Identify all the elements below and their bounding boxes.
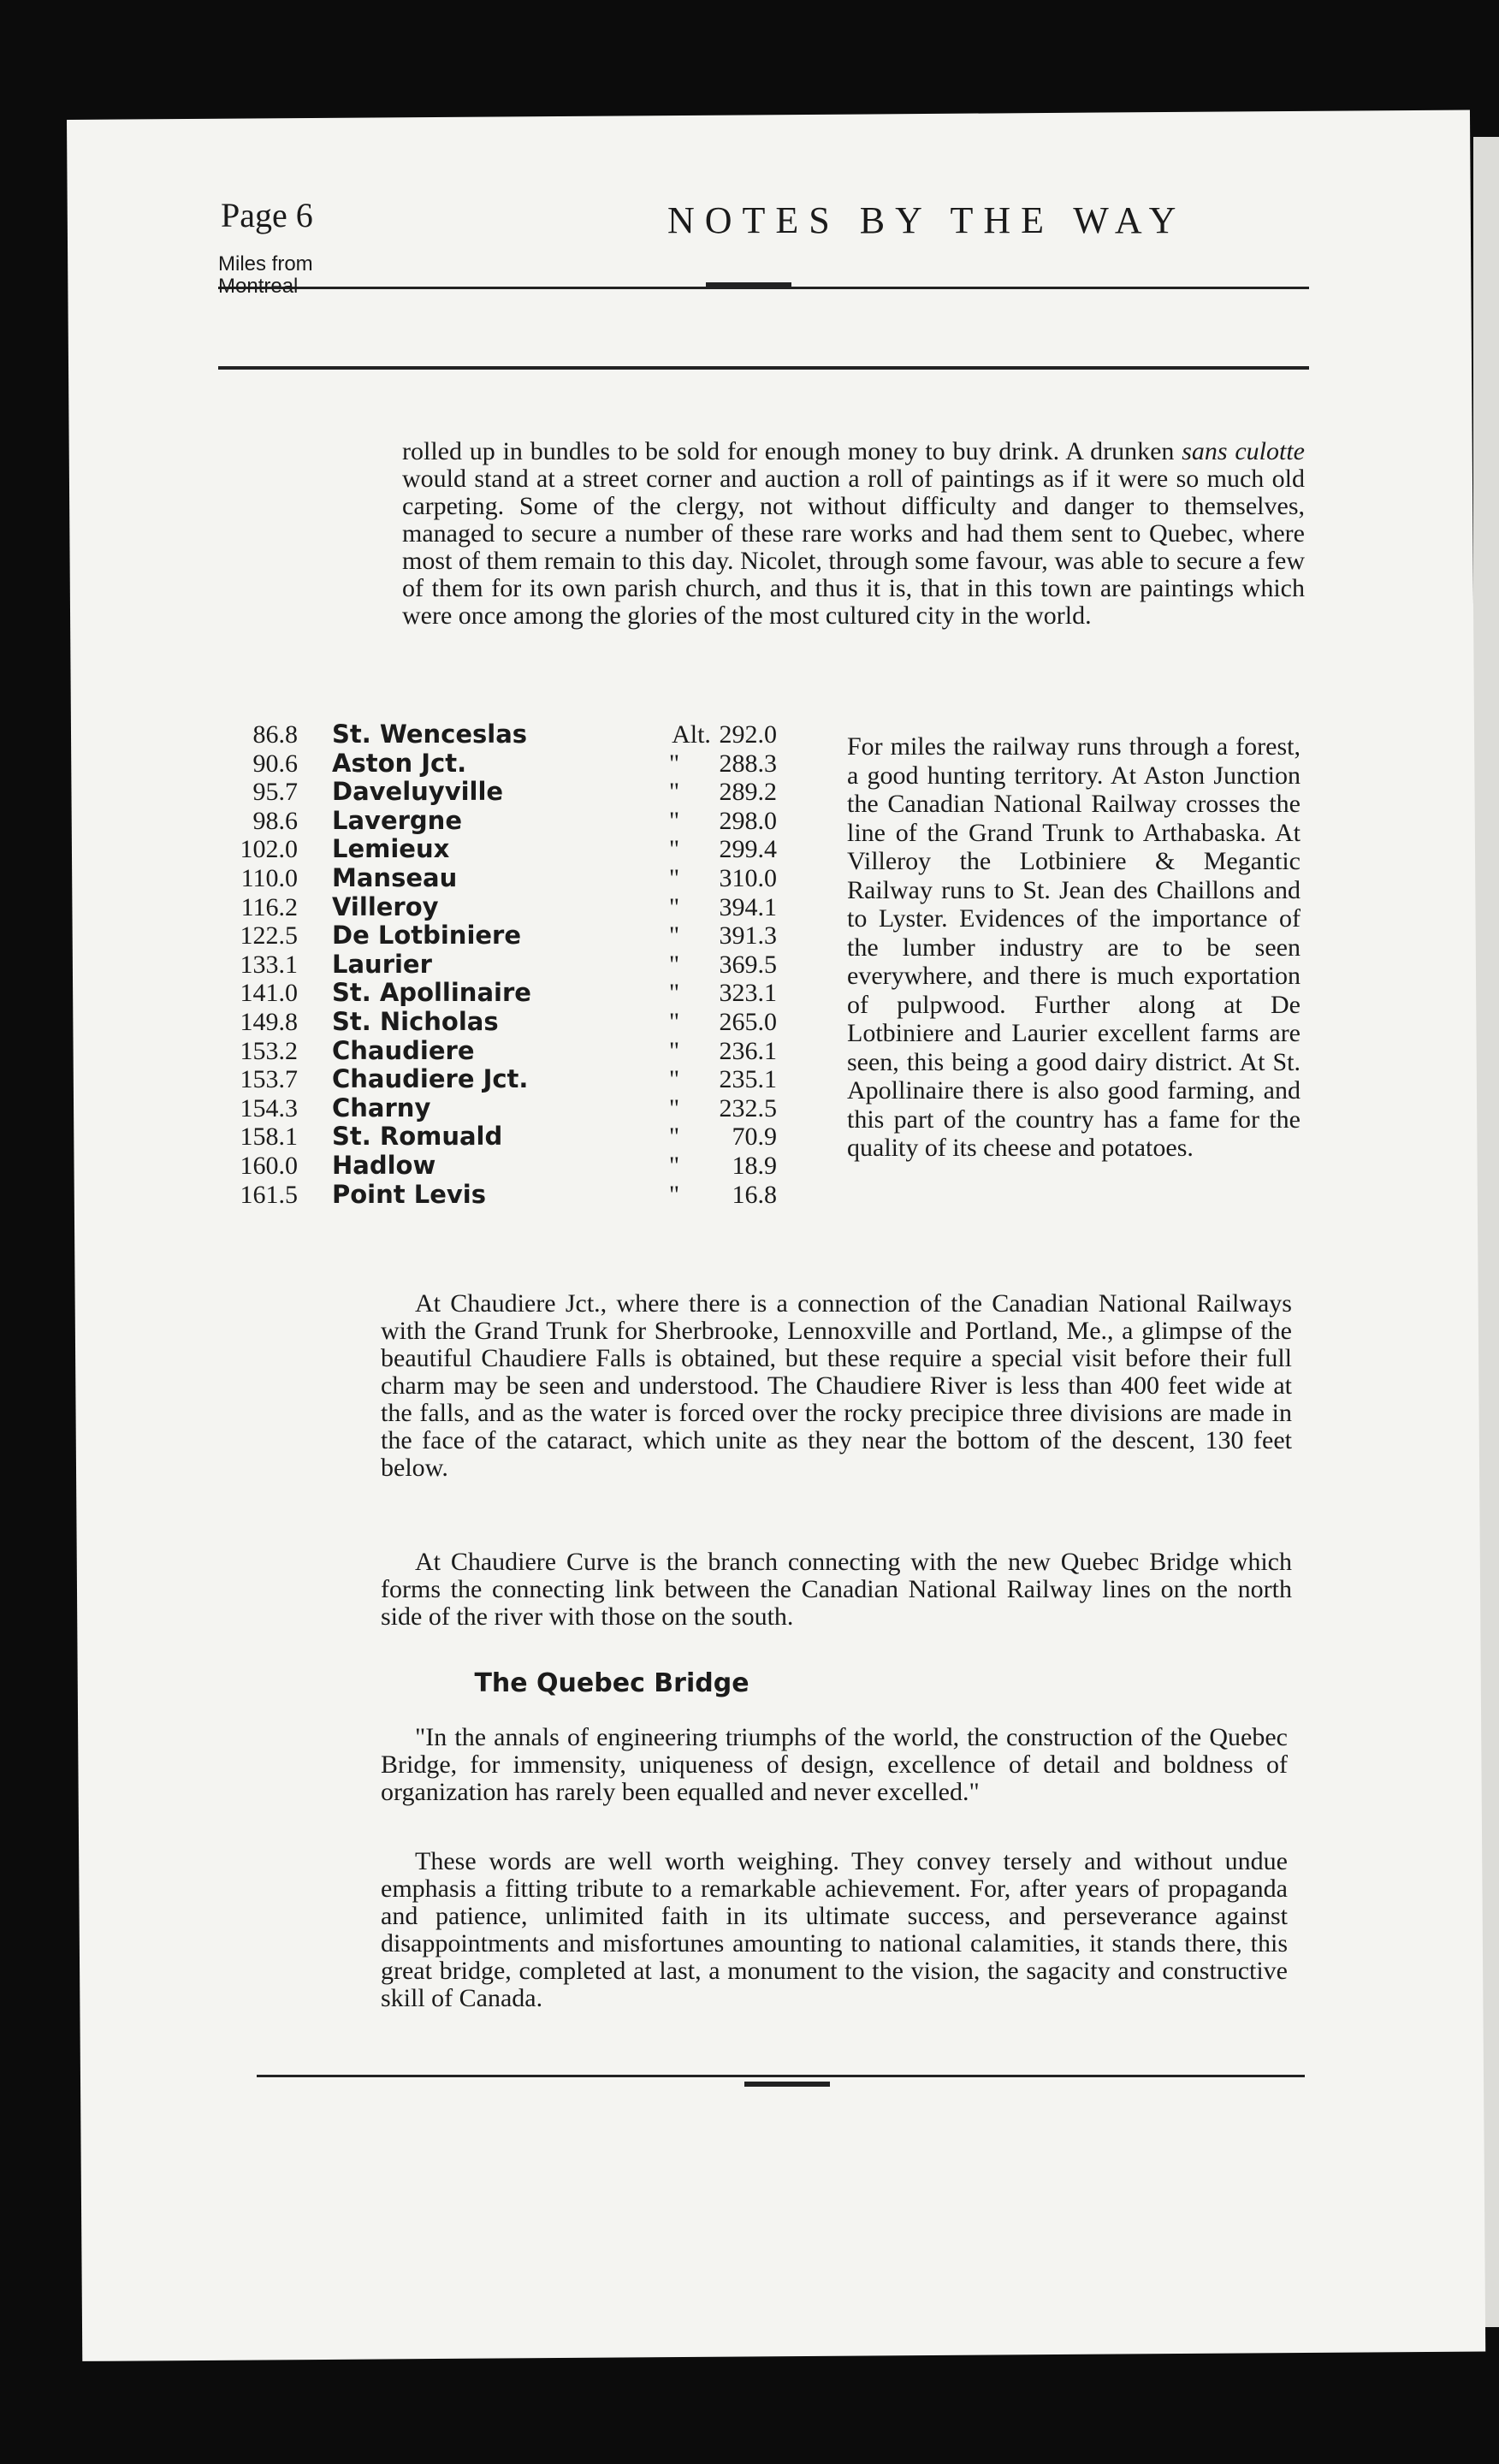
route-description: For miles the railway runs through a forest, a good hunting territory. At Aston Junction the Canadian National Railway crosses the line of the Grand Trunk to Arthabaska. At Villeroy the Lotbiniere & Megantic Railway runs to St. Jean des Chaillons and to Lyster. Evidences of the importance of the lumber industry are to be seen everywhere, and there is much exportation of pulpwood. Further along at De Lotbiniere and Laurier excellent farms are seen, this being a good dairy district. At St. Apollinaire there is also good farming, and this part of the country has a fame for the quality of its cheese and potatoes. [847,732,1301,1162]
section-heading: The Quebec Bridge [474,1668,750,1698]
intro-paragraph: rolled up in bundles to be sold for enough money to buy drink. A drunken sans culotte would stand at a street corner and auction a roll of paintings as if it were so much old carpeting. Some of the clergy, not without difficulty and danger to themselves, managed to secure a number of these rare works and had them sent to Quebec, where most of them remain to this day. Nicolet, through some favour, was able to secure a few of them for its own parish church, and thus it is, that in this town are paintings which were once among the glories of the most cultured city in the world. [402,437,1305,630]
bottom-rule [257,2075,1305,2082]
top-rule [218,282,1309,289]
running-title: NOTES BY THE WAY [667,199,1187,241]
chaudiere-curve-paragraph: At Chaudiere Curve is the branch connecting with the new Quebec Bridge which forms the connecting link between the Canadian National Railway lines on the north side of the river with those on the south. [381,1548,1292,1631]
page-number: Page 6 [221,196,313,234]
bridge-comment-paragraph: These words are well worth weighing. They convey tersely and without undue emphasis a fitting tribute to a remarkable achievement. For, after years of propaganda and patience, unlimited faith in its ultimate success, and perseverance against disappointments and misfortunes amounting to national calamities, it stands there, this great bridge, completed at last, a monument to the vision, the sagacity and constructive skill of Canada. [381,1847,1288,2012]
italic-phrase: sans culotte [1182,437,1305,465]
miles-column-label: Miles from Montreal [218,252,313,298]
bridge-quote-paragraph: "In the annals of engineering triumphs of the world, the construction of the Quebec Bridge, for immensity, uniqueness of design, excellence of detail and boldness of organization has rarely been equalled and never excelled." [381,1723,1288,1806]
header-rule [218,366,1309,370]
chaudiere-jct-paragraph: At Chaudiere Jct., where there is a connection of the Canadian National Railways with the Grand Trunk for Sherbrooke, Lennoxville and Portland, Me., a glimpse of the beautiful Chaudiere Falls is obtained, but these require a special visit before their full charm may be seen and understood. The Chaudiere River is less than 400 feet wide at the falls, and as the water is forced over the rocky precipice three divisions are made in the face of the cataract, which unite as they near the bottom of the descent, 130 feet below. [381,1289,1292,1482]
